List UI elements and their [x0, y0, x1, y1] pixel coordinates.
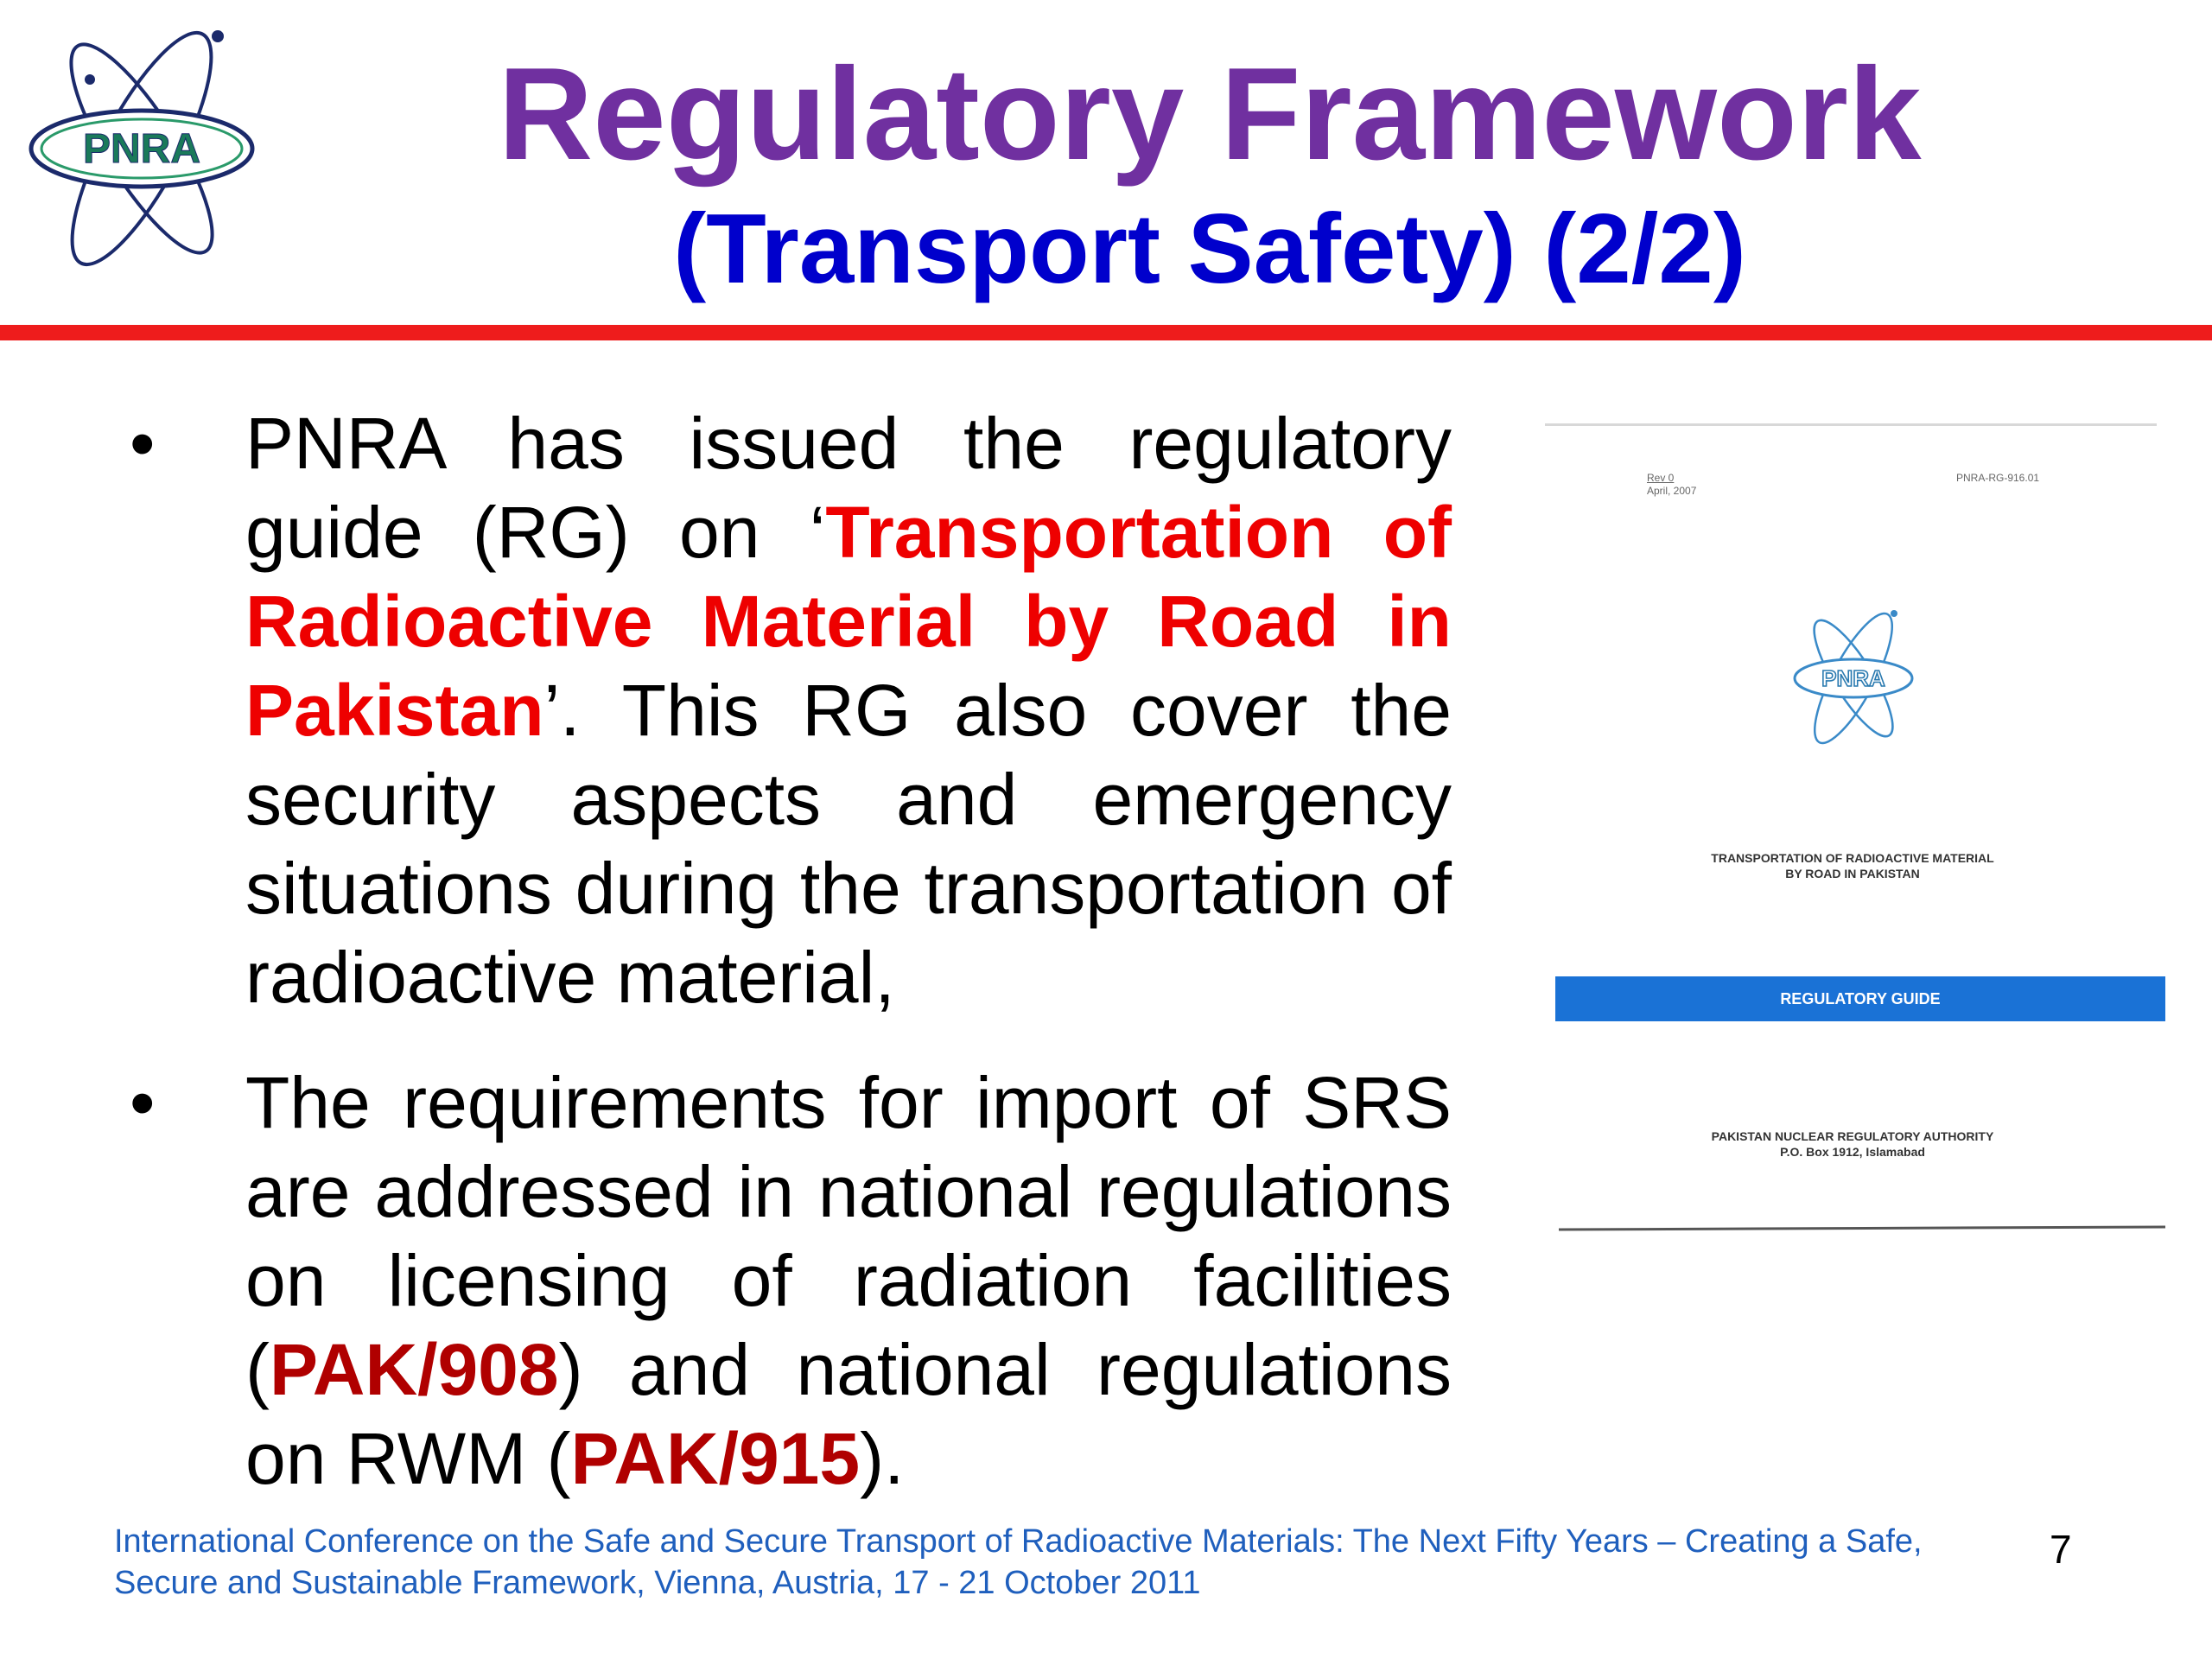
bullet-marker: • [130, 1062, 156, 1143]
bullet-text: ’. This RG also cover the security aspects and emergency situations during the transportation of radioactive material, [245, 670, 1452, 1018]
bullet-text: ). [860, 1418, 905, 1499]
regulatory-guide-cover [1541, 420, 2167, 1246]
doc-date: April, 2007 [1647, 485, 1697, 497]
cover-title-line: BY ROAD IN PAKISTAN [1785, 867, 1920, 880]
cover-band-label: REGULATORY GUIDE [1780, 990, 1941, 1007]
regulation-code-highlight: PAK/908 [269, 1329, 559, 1410]
cover-authority-name: PAKISTAN NUCLEAR REGULATORY AUTHORITY [1711, 1129, 1994, 1143]
bullet-item [130, 399, 1452, 1022]
cover-logo-text: PNRA [1821, 665, 1885, 691]
pnra-logo [24, 19, 259, 278]
bullet-marker: • [130, 403, 156, 484]
logo-text: PNRA [82, 126, 201, 172]
doc-revision [1647, 472, 1696, 498]
slide-footer [114, 1521, 1998, 1604]
page-edge [1559, 1225, 2165, 1230]
cover-pnra-logo [1790, 605, 1916, 752]
cover-document-title [1637, 850, 2069, 881]
bullet-text: PNRA has issued the regulatory guide (RG) on ‘ [245, 403, 1452, 573]
guide-title-highlight: Transportation of Radioactive Material by Road in Pakistan [245, 492, 1452, 751]
slide-title: Regulatory Framework [498, 41, 1922, 188]
doc-rev-number: Rev 0 [1647, 472, 1675, 484]
cover-authority-address: P.O. Box 1912, Islamabad [1780, 1145, 1925, 1159]
cover-authority [1628, 1128, 2077, 1160]
cover-title-line: TRANSPORTATION OF RADIOACTIVE MATERIAL [1711, 851, 1994, 865]
footer-line: Secure and Sustainable Framework, Vienna, Austria, 17 - 21 October 2011 [114, 1565, 1201, 1601]
bullet-text: The requirements for import of SRS are addressed in national regulations on licensing of radiation facilities ( [245, 1062, 1452, 1410]
footer-line: International Conference on the Safe and Secure Transport of Radioactive Materials: The Next Fifty Years – Creating a Safe, [114, 1523, 1923, 1560]
regulation-code-highlight: PAK/915 [570, 1418, 861, 1499]
bullet-text: ) and national regulations on RWM ( [245, 1329, 1452, 1499]
page-edge [1545, 423, 2157, 426]
slide-subtitle: (Transport Safety) (2/2) [673, 194, 1746, 304]
bullet-list [130, 399, 1452, 1503]
doc-code: PNRA-RG-916.01 [1956, 472, 2040, 484]
page-number: 7 [2050, 1527, 2072, 1572]
header-divider [0, 325, 2212, 340]
cover-band [1555, 976, 2165, 1021]
bullet-item [130, 1058, 1452, 1503]
